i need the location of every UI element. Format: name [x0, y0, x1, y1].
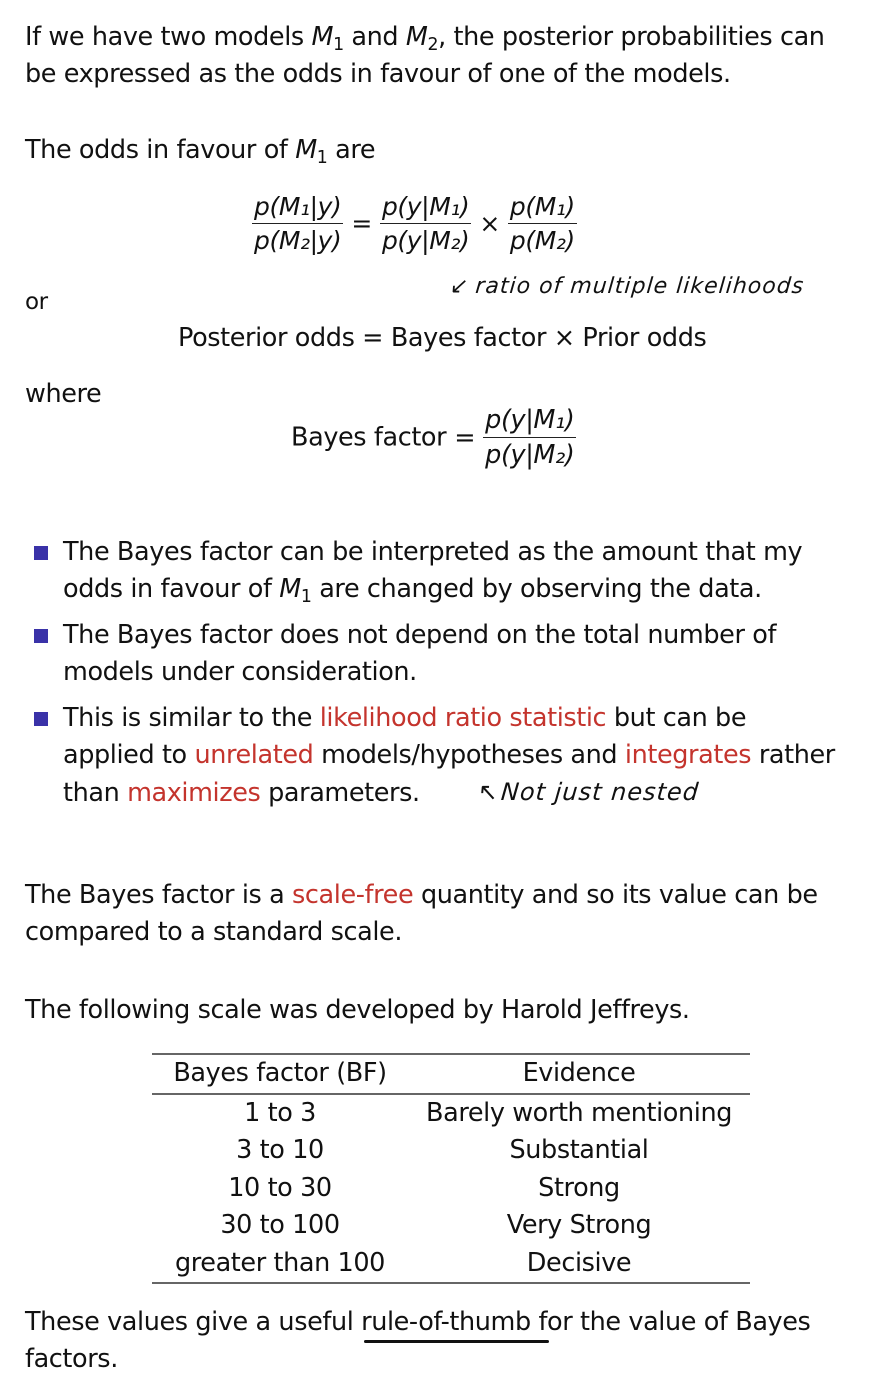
highlight-integrates: integrates — [624, 740, 752, 770]
arrow-up-left-icon: ↖ — [476, 778, 501, 806]
scale-free-line-2: compared to a standard scale. — [25, 917, 403, 947]
bf-range: 1 to 3 — [244, 1097, 316, 1128]
or-label: or — [25, 289, 48, 315]
table-row — [152, 1132, 750, 1170]
fraction-likelihood-ratio: $\frac{\text{p(y|M₁)}}{\text{p(y|M₂)}}$ — [381, 192, 470, 255]
arrow-down-left-icon: ↙ — [448, 274, 471, 299]
table-header-row — [152, 1054, 750, 1094]
jeffreys-scale-table — [152, 1053, 750, 1284]
bullet-3-line-3: than maximizes parameters. — [63, 778, 420, 808]
table-row — [152, 1094, 750, 1133]
table-row — [152, 1245, 750, 1284]
bf-range: 30 to 100 — [220, 1210, 340, 1240]
column-header-bf: Bayes factor (BF) — [173, 1058, 387, 1088]
table-row — [152, 1207, 750, 1245]
bayes-factor-label: Bayes factor — [291, 422, 447, 453]
text: If we have two models — [25, 22, 312, 52]
handwritten-annotation-ratio: ↙ ratio of multiple likelihoods — [448, 274, 806, 299]
bullet-3-line-1: This is similar to the likelihood ratio statistic but can be — [63, 703, 747, 733]
rule-of-thumb-text: rule-of-thumb — [361, 1307, 531, 1337]
bullet-2-line-1: The Bayes factor does not depend on the total number of — [63, 620, 777, 650]
odds-intro — [25, 135, 376, 169]
bullet-1-line-1: The Bayes factor can be interpreted as the amount that my — [63, 537, 803, 567]
highlight-likelihood-ratio: likelihood ratio statistic — [319, 703, 607, 733]
highlight-scale-free: scale-free — [292, 880, 414, 910]
bf-range: 3 to 10 — [236, 1135, 324, 1165]
intro-line-2: be expressed as the odds in favour of one of the models. — [25, 59, 731, 89]
highlight-unrelated: unrelated — [194, 740, 314, 770]
text: and — [343, 22, 406, 52]
bullet-3-line-2: applied to unrelated models/hypotheses and integrates rather — [63, 740, 835, 770]
evidence-level: Strong — [538, 1172, 620, 1203]
fraction-bayes-factor: $\frac{\text{p(y|M₁)}}{\text{p(y|M₂)}}$ — [485, 405, 575, 470]
jeffreys-intro: The following scale was developed by Harold Jeffreys. — [25, 995, 690, 1025]
bullet-1-line-2: odds in favour of $M_1$ are changed by observing the data. — [63, 574, 762, 608]
evidence-level: Substantial — [509, 1135, 649, 1165]
highlight-maximizes: maximizes — [127, 778, 261, 808]
bullet-square-icon — [34, 712, 48, 726]
bullet-2-line-2: models under consideration. — [63, 657, 417, 687]
bayes-factor-equation — [291, 405, 576, 470]
math-m2: $M_2$ — [405, 22, 439, 56]
conclusion-line-1: These values give a useful rule-of-thumb for the value of Bayes — [25, 1307, 811, 1337]
text: , the posterior probabilities can — [438, 22, 825, 52]
equals-sign: = — [454, 422, 476, 453]
evidence-level: Barely worth mentioning — [426, 1097, 732, 1128]
table-row — [152, 1170, 750, 1208]
fraction-posterior-ratio: $\frac{\text{p(M₁|y)}}{\text{p(M₂|y)}}$ — [254, 192, 342, 255]
odds-equation — [252, 192, 577, 255]
scale-free-line-1: The Bayes factor is a scale-free quantity and so its value can be — [25, 880, 818, 910]
handwritten-annotation-nested: ↖Not just nested — [476, 778, 701, 806]
math-m1: $M_1$ — [279, 574, 312, 608]
math-m1: $M_1$ — [295, 135, 328, 169]
bf-range: greater than 100 — [174, 1247, 386, 1278]
intro-line-1 — [25, 22, 825, 56]
where-label: where — [25, 379, 102, 409]
bullet-square-icon — [34, 629, 48, 643]
evidence-level: Very Strong — [506, 1210, 652, 1240]
conclusion-line-2: factors. — [25, 1344, 118, 1374]
column-header-evidence: Evidence — [522, 1058, 636, 1088]
evidence-level: Decisive — [526, 1247, 632, 1278]
posterior-odds-equation: Posterior odds = Bayes factor × Prior odds — [178, 323, 707, 353]
bullet-square-icon — [34, 546, 48, 560]
handwritten-underline — [364, 1340, 549, 1343]
math-m1: $M_1$ — [311, 22, 344, 56]
bf-range: 10 to 30 — [228, 1172, 332, 1203]
fraction-prior-ratio: $\frac{\text{p(M₁)}}{\text{p(M₂)}}$ — [509, 192, 575, 255]
text: are — [327, 135, 376, 165]
equals-sign: = — [351, 209, 372, 238]
times-sign: × — [479, 209, 500, 238]
text: The odds in favour of — [25, 135, 296, 165]
